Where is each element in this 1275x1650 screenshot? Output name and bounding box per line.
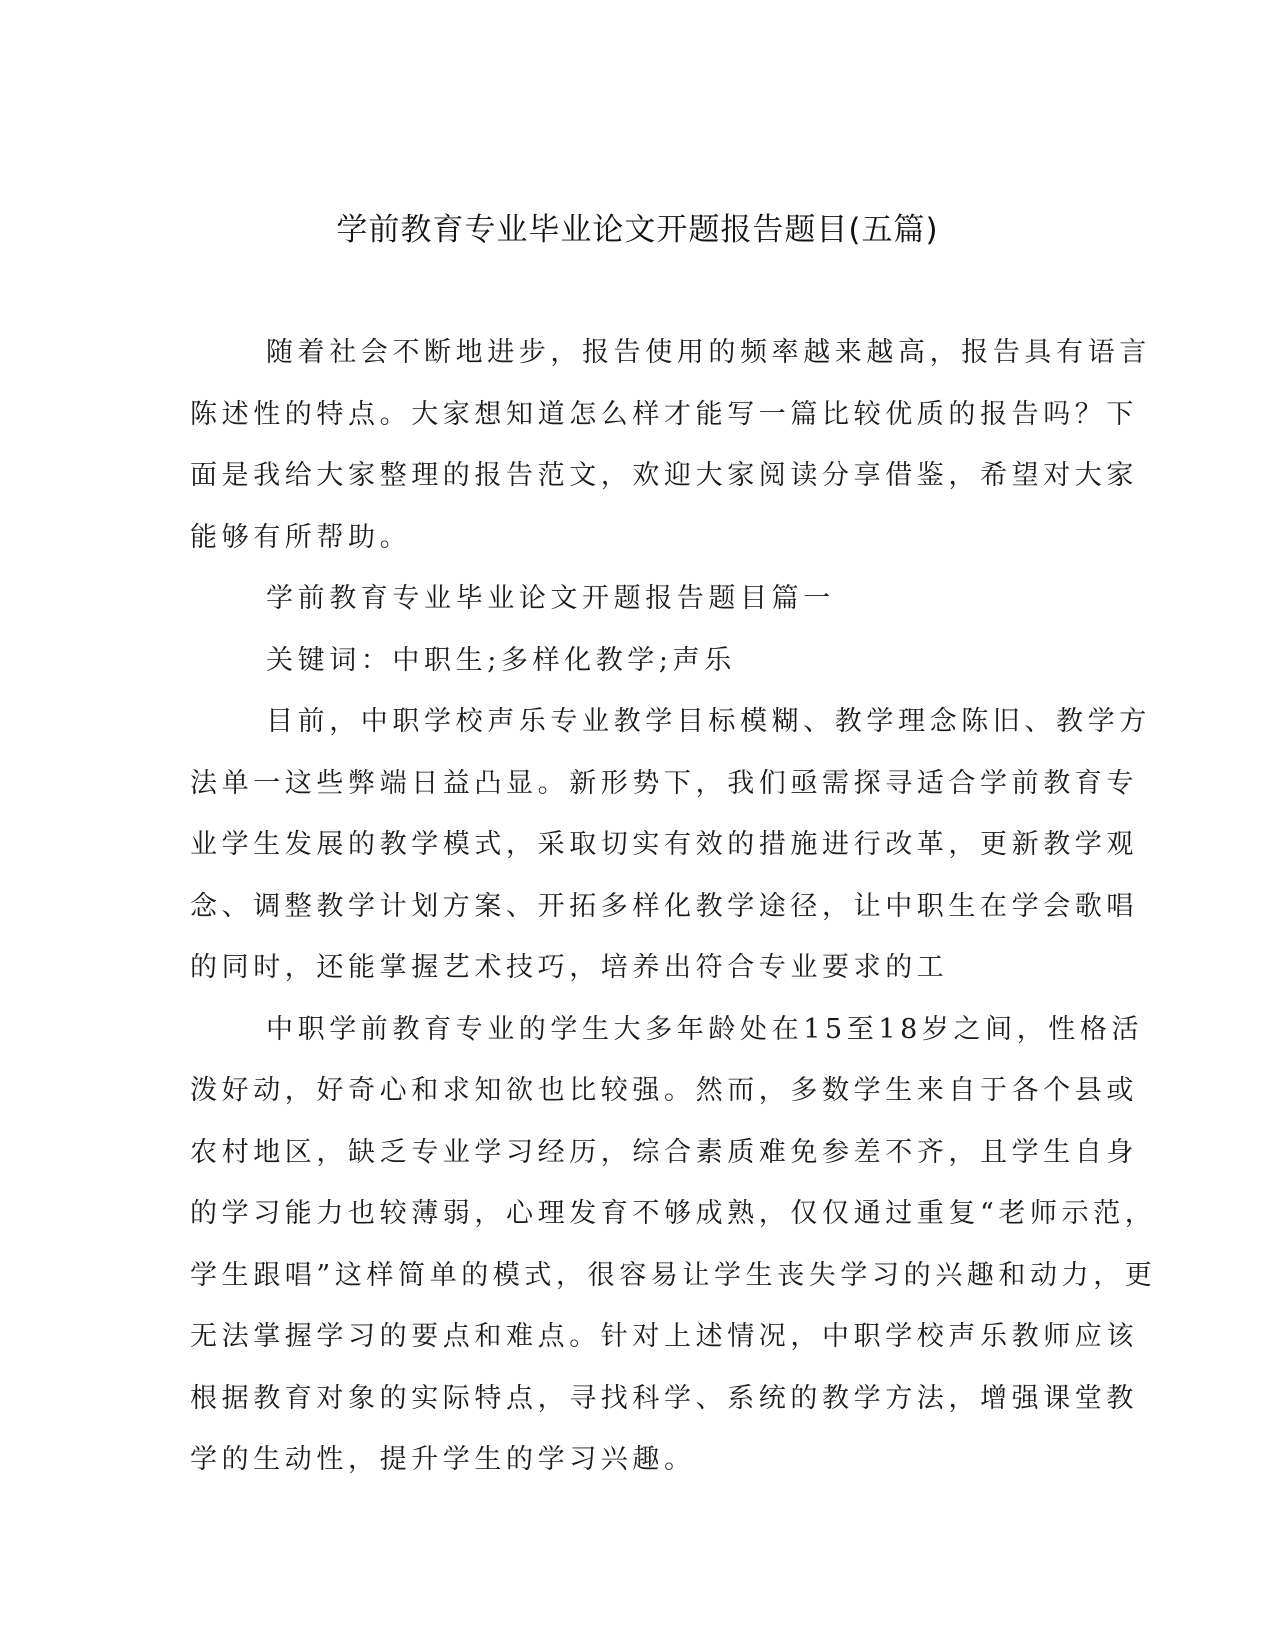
paragraph-1-line-5: 的同时，还能掌握艺术技巧，培养出符合专业要求的工: [190, 952, 949, 983]
paragraph-2-line-8: 学的生动性，提升学生的学习兴趣。: [190, 1444, 696, 1475]
keywords-line: 关键词：中职生;多样化教学;声乐: [266, 644, 736, 676]
paragraph-2-line-6: 无法掌握学习的要点和难点。针对上述情况，中职学校声乐教师应该: [190, 1321, 1138, 1352]
intro-line-3: 面是我给大家整理的报告范文，欢迎大家阅读分享借鉴，希望对大家: [190, 460, 1138, 491]
section-heading: 学前教育专业毕业论文开题报告题目篇一: [266, 583, 835, 614]
paragraph-1-line-4: 念、调整教学计划方案、开拓多样化教学途径，让中职生在学会歌唱: [190, 890, 1138, 922]
document-title: 学前教育专业毕业论文开题报告题目(五篇): [336, 212, 939, 248]
paragraph-2-line-5: 学生跟唱”这样简单的模式，很容易让学生丧失学习的兴趣和动力，更: [190, 1259, 1157, 1291]
paragraph-2-line-4: 的学习能力也较薄弱，心理发育不够成熟，仅仅通过重复“老师示范，: [190, 1198, 1157, 1229]
paragraph-2-line-2: 泼好动，好奇心和求知欲也比较强。然而，多数学生来自于各个县或: [190, 1075, 1138, 1106]
paragraph-2-line-7: 根据教育对象的实际特点，寻找科学、系统的教学方法，增强课堂教: [190, 1382, 1138, 1414]
intro-line-1: 随着社会不断地进步，报告使用的频率越来越高，报告具有语言: [266, 337, 1151, 368]
paragraph-1-line-1: 目前，中职学校声乐专业教学目标模糊、教学理念陈旧、教学方: [266, 706, 1151, 737]
intro-line-2: 陈述性的特点。大家想知道怎么样才能写一篇比较优质的报告吗？下: [190, 398, 1138, 430]
paragraph-1-line-3: 业学生发展的教学模式，采取切实有效的措施进行改革，更新教学观: [190, 829, 1138, 860]
paragraph-1-line-2: 法单一这些弊端日益凸显。新形势下，我们亟需探寻适合学前教育专: [190, 767, 1138, 799]
intro-line-4: 能够有所帮助。: [190, 521, 412, 553]
paragraph-2-line-3: 农村地区，缺乏专业学习经历，综合素质难免参差不齐，且学生自身: [190, 1136, 1138, 1168]
document-body: [190, 331, 1157, 1500]
paragraph-2-line-1: 中职学前教育专业的学生大多年龄处在15至18岁之间，性格活: [266, 1013, 1144, 1045]
